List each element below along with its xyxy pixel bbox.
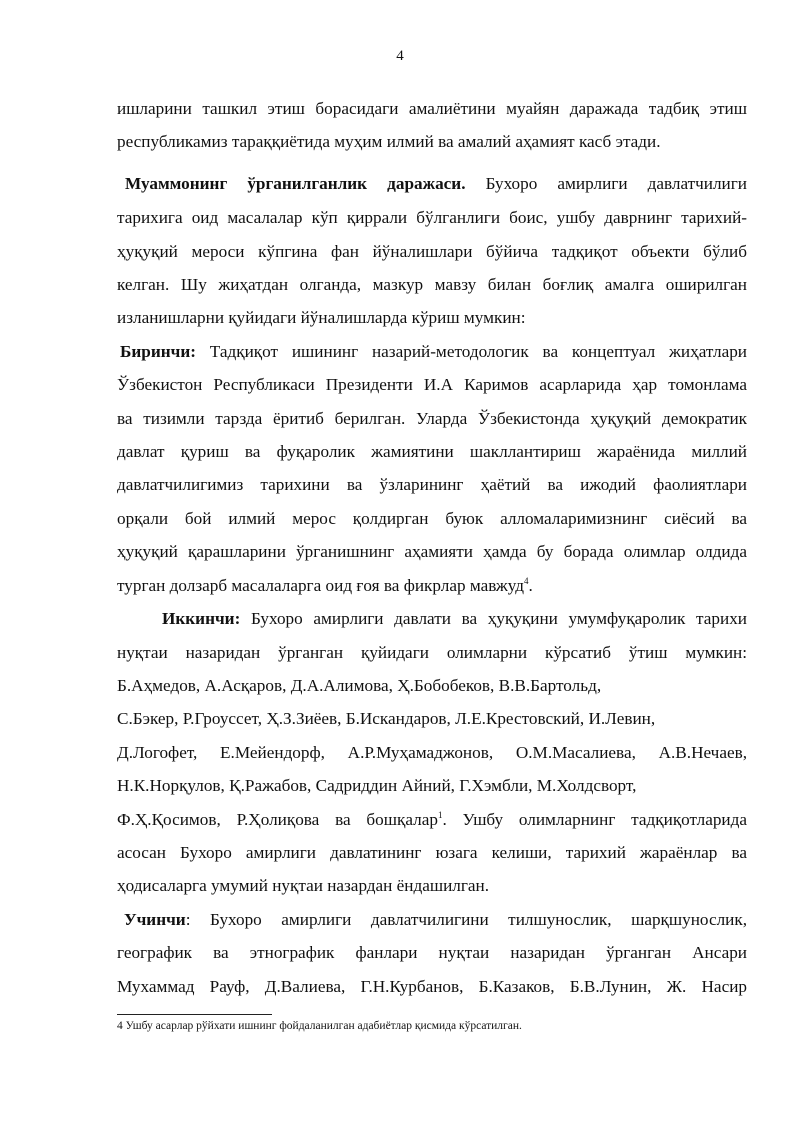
page-number: 4 — [396, 48, 404, 64]
paragraph-line: орқали бой илмий мерос қолдирган буюк алломаларимизнинг сиёсий ва — [117, 509, 747, 528]
third-point-line: Учинчи: Бухоро амирлиги давлатчилигини тилшунослик, шарқшунослик, — [124, 910, 747, 929]
paragraph-line: Ўзбекистон Республикаси Президенти И.А Каримов асарларида ҳар томонлама — [117, 375, 747, 394]
paragraph-line: изланишларни қуйидаги йўналишларда кўриш мумкин: — [117, 308, 526, 327]
paragraph-line: ҳуқуқий мероси кўпгина фан йўналишлари бўйича тадқиқот объекти бўлиб — [117, 242, 747, 261]
paragraph-line: тарихига оид масалалар кўп қиррали бўлганлиги боис, ушбу даврнинг тарихий- — [117, 208, 747, 227]
paragraph-line: ва тизимли тарзда ёритиб берилган. Уларда Ўзбекистонда ҳуқуқий демократик — [117, 409, 747, 428]
section-heading-line: Муаммонинг ўрганилганлик даражаси. Бухоро амирлиги давлатчилиги — [125, 174, 747, 193]
second-point-line: Иккинчи: Бухоро амирлиги давлати ва ҳуқуқини умумфуқаролик тарихи — [162, 609, 747, 628]
paragraph-line: ҳодисаларга умумий нуқтаи назардан ёндашилган. — [117, 876, 490, 895]
first-point-label: Биринчи: — [120, 342, 196, 361]
paragraph-line: давлат қуриш ва фуқаролик жамиятини шакллантириш жараёнида миллий — [117, 442, 747, 461]
first-point-line: Биринчи: Тадқиқот ишининг назарий-методологик ва концептуал жиҳатлари — [120, 342, 747, 361]
paragraph-line: Д.Логофет, Е.Мейендорф, А.Р.Муҳамаджонов, О.М.Масалиева, А.В.Нечаев, — [117, 743, 747, 762]
paragraph-line: ишларини ташкил этиш борасидаги амалиётини муайян даражада тадбиқ этиш — [117, 99, 747, 118]
paragraph-line: асосан Бухоро амирлиги давлатининг юзага келиши, тарихий жараёнлар ва — [117, 843, 747, 862]
paragraph-line: республикамиз тараққиётида муҳим илмий ва амалий аҳамият касб этади. — [117, 132, 661, 151]
paragraph-line: Н.К.Норқулов, Қ.Ражабов, Садриддин Айний, Г.Хэмбли, М.Холдсворт, — [117, 776, 637, 795]
paragraph-line: Мухаммад Рауф, Д.Валиева, Г.Н.Курбанов, Б.Казаков, Б.В.Лунин, Ж. Насир — [117, 977, 747, 996]
second-point-label: Иккинчи: — [162, 609, 241, 628]
paragraph-line: географик ва этнографик фанлари нуқтаи назаридан ўрганган Ансари — [117, 943, 747, 962]
third-point-label: Учинчи — [124, 910, 186, 929]
section-heading: Муаммонинг ўрганилганлик даражаси. — [125, 174, 466, 193]
footnote: 4 Ушбу асарлар рўйхати ишнинг фойдаланилган адабиётлар қисмида кўрсатилган. — [117, 1020, 522, 1032]
paragraph-line: Ф.Ҳ.Қосимов, Р.Ҳолиқова ва бошқалар$^1$. Ушбу олимларнинг тадқиқотларида — [117, 810, 747, 829]
paragraph-line: келган. Шу жиҳатдан олганда, мазкур мавзу билан боғлиқ амалга оширилган — [117, 275, 747, 294]
paragraph-line: ҳуқуқий қарашларини ўрганишнинг аҳамияти ҳамда бу борада олимлар олдида — [117, 542, 747, 561]
footnote-ref: 4 — [523, 576, 529, 586]
paragraph-line: турган долзарб масалаларга оид ғоя ва фикрлар мавжуд$^4$. — [117, 576, 533, 595]
footnote-ref: 1 — [437, 810, 443, 820]
footnote-separator — [117, 1014, 272, 1015]
paragraph-line: нуқтаи назаридан ўрганган қуйидаги олимларни кўрсатиб ўтиш мумкин: — [117, 643, 747, 662]
paragraph-line: С.Бэкер, Р.Гроуссет, Ҳ.З.Зиёев, Б.Искандаров, Л.Е.Крестовский, И.Левин, — [117, 709, 656, 728]
paragraph-line: Б.Аҳмедов, А.Асқаров, Д.А.Алимова, Ҳ.Бобобеков, В.В.Бартольд, — [117, 676, 602, 695]
paragraph-line: давлатчилигимиз тарихини ва ўзларининг ҳаётий ва ижодий фаолиятлари — [117, 475, 747, 494]
